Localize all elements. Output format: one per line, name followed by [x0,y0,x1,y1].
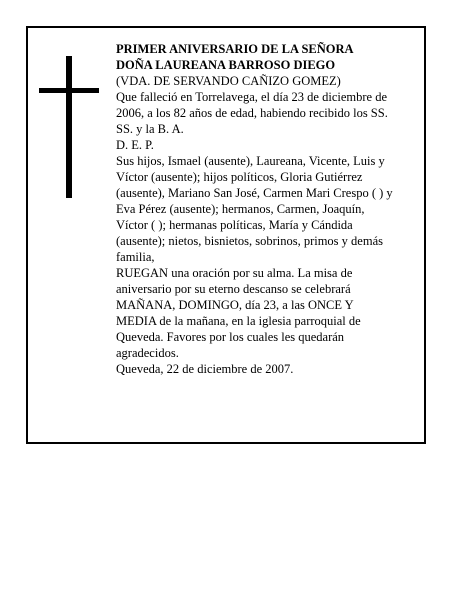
date-line: Queveda, 22 de diciembre de 2007. [116,362,294,376]
family-line: Eva Pérez (ausente); hermanos, Carmen, Joaquín, [116,202,365,216]
mass-line: RUEGAN una oración por su alma. La misa de [116,266,353,280]
mass-line: MEDIA de la mañana, en la iglesia parroquial de [116,314,361,328]
family-line: Víctor (ausente); hijos políticos, Gloria Gutiérrez [116,170,363,184]
obituary-notice [26,26,426,444]
rip-line: D. E. P. [116,138,154,152]
cross-vertical-bar [66,56,72,198]
notice-title-line-1: PRIMER ANIVERSARIO DE LA SEÑORA [116,42,354,56]
family-line: familia, [116,250,155,264]
mass-line: aniversario por su eterno descanso se celebrará [116,282,351,296]
notice-body [116,41,418,377]
family-line: (ausente), Mariano San José, Carmen Mari Crespo ( ) y [116,186,393,200]
cross-icon [39,56,99,198]
notice-title-line-2: DOÑA LAUREANA BARROSO DIEGO [116,58,336,72]
family-line: (ausente); nietos, bisnietos, sobrinos, primos y demás [116,234,383,248]
family-line: Sus hijos, Ismael (ausente), Laureana, Vicente, Luis y [116,154,385,168]
widow-line: (VDA. DE SERVANDO CAÑIZO GOMEZ) [116,74,341,88]
family-line: Víctor ( ); hermanas políticas, María y Cándida [116,218,353,232]
mass-line: agradecidos. [116,346,179,360]
cross-horizontal-bar [39,88,99,93]
death-line: SS. y la B. A. [116,122,184,136]
death-line: Que falleció en Torrelavega, el día 23 de diciembre de [116,90,387,104]
mass-line: MAÑANA, DOMINGO, día 23, a las ONCE Y [116,298,354,312]
death-line: 2006, a los 82 años de edad, habiendo recibido los SS. [116,106,388,120]
mass-line: Queveda. Favores por los cuales les quedarán [116,330,345,344]
